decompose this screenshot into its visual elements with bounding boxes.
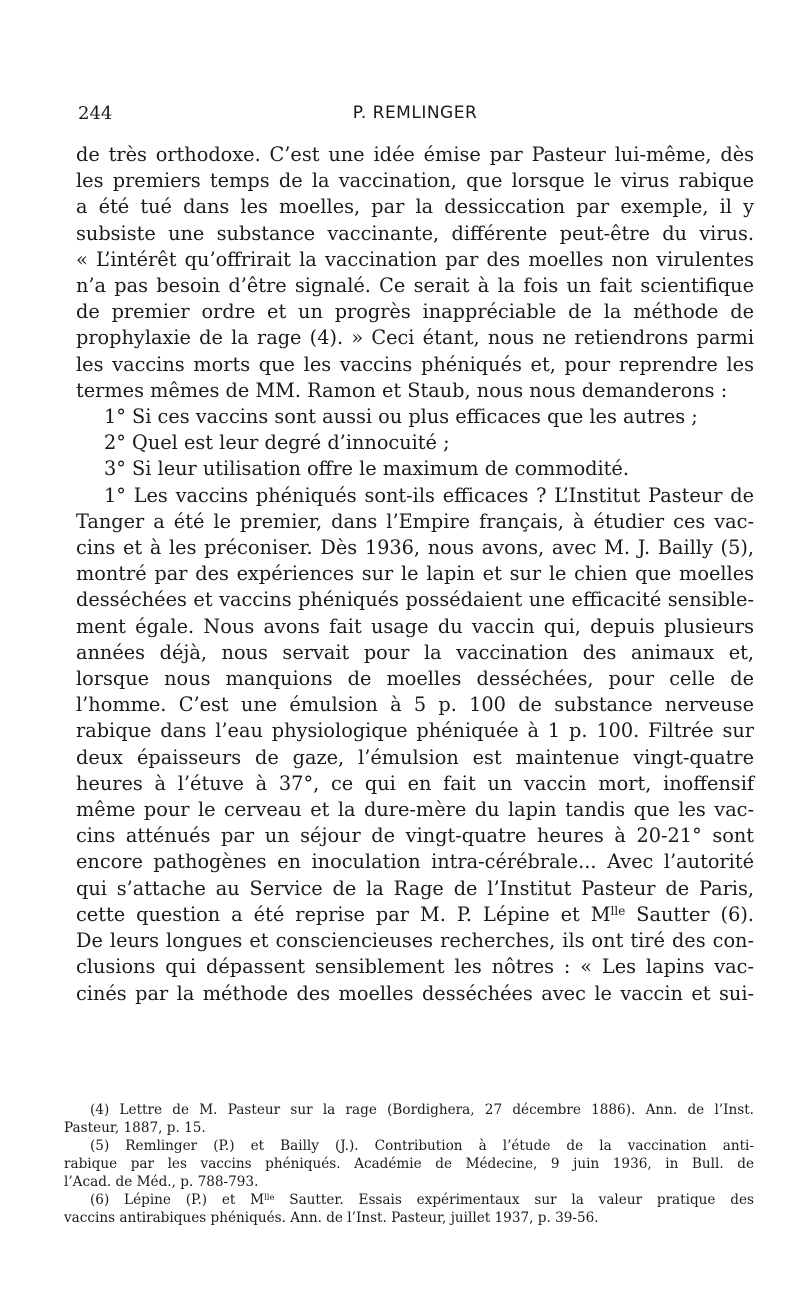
body-line-text: Sautter (6). — [625, 902, 754, 926]
body-line: cinés par la méthode des moelles desséchées avec le vaccin et sui- — [76, 981, 754, 1005]
body-line-text: cette question a été reprise par M. P. Lépine et M — [76, 902, 611, 926]
body-line: de très orthodoxe. C’est une idée émise par Pasteur lui-même, dès — [76, 143, 754, 166]
body-text — [76, 142, 754, 1007]
body-line: les premiers temps de la vaccination, que lorsque le virus rabique — [76, 169, 754, 193]
body-line: « L’intérêt qu’offrirait la vaccination par des moelles non virulentes — [76, 247, 754, 271]
body-line: ment égale. Nous avons fait usage du vaccin qui, depuis plusieurs — [76, 614, 754, 638]
body-line: subsiste une substance vaccinante, différente peut-être du virus. — [76, 221, 754, 245]
footnote-line: (5) Remlinger (P.) et Bailly (J.). Contribution à l’étude de la vaccination anti- — [90, 1138, 754, 1154]
footnote-text: Sautter. Essais expérimentaux sur la valeur pratique des — [274, 1192, 754, 1208]
body-line: a été tué dans les moelles, par la dessiccation par exemple, il y — [76, 195, 754, 219]
body-line: 1° Les vaccins phéniqués sont-ils efficaces ? L’Institut Pasteur de — [104, 483, 754, 507]
running-head — [78, 103, 752, 127]
list-item: 2° Quel est leur degré d’innocuité ; — [104, 431, 450, 455]
superscript: lle — [610, 903, 626, 918]
body-line: qui s’attache au Service de la Rage de l’Institut Pasteur de Paris, — [76, 876, 754, 900]
body-line: prophylaxie de la rage (4). » Ceci étant, nous ne retiendrons parmi — [76, 326, 754, 350]
body-line: deux épaisseurs de gaze, l’émulsion est maintenue vingt-quatre — [76, 745, 754, 769]
body-line: heures à l’étuve à 37°, ce qui en fait un vaccin mort, inoffensif — [76, 771, 754, 795]
page-number: 244 — [78, 103, 113, 124]
footnote-line: Pasteur, 1887, p. 15. — [64, 1120, 206, 1136]
body-line: lorsque nous manquions de moelles desséchées, pour celle de — [76, 667, 754, 691]
body-line: termes mêmes de MM. Ramon et Staub, nous nous demanderons : — [76, 378, 728, 402]
list-item: 3° Si leur utilisation offre le maximum de commodité. — [104, 457, 629, 481]
list-item: 1° Si ces vaccins sont aussi ou plus efficaces que les autres ; — [104, 405, 698, 429]
body-line: desséchées et vaccins phéniqués possédaient une efficacité sensible- — [76, 588, 754, 612]
body-line: rabique dans l’eau physiologique phéniquée à 1 p. 100. Filtrée sur — [76, 719, 754, 743]
body-line: les vaccins morts que les vaccins phéniqués et, pour reprendre les — [76, 352, 754, 376]
superscript: lle — [264, 1191, 275, 1202]
body-line — [76, 902, 754, 928]
footnote-line: rabique par les vaccins phéniqués. Académie de Médecine, 9 juin 1936, in Bull. de — [64, 1156, 754, 1172]
footnote-line: vaccins antirabiques phéniqués. Ann. de l’Inst. Pasteur, juillet 1937, p. 39-56. — [64, 1210, 599, 1226]
body-line: n’a pas besoin d’être signalé. Ce serait à la fois un fait scientifique — [76, 274, 754, 298]
body-line: l’homme. C’est une émulsion à 5 p. 100 de substance nerveuse — [76, 693, 754, 717]
running-title: P. REMLINGER — [352, 103, 478, 123]
body-line: même pour le cerveau et la dure-mère du lapin tandis que les vac- — [76, 798, 754, 822]
body-line: montré par des expériences sur le lapin et sur le chien que moelles — [76, 562, 754, 586]
body-line: années déjà, nous servait pour la vaccination des animaux et, — [76, 640, 754, 664]
footnote-line — [64, 1191, 754, 1209]
footnotes — [64, 1101, 754, 1227]
body-line: encore pathogènes en inoculation intra-cérébrale... Avec l’autorité — [76, 850, 754, 874]
body-line: Tanger a été le premier, dans l’Empire français, à étudier ces vac- — [76, 509, 754, 533]
footnote-line: l’Acad. de Méd., p. 788-793. — [64, 1174, 259, 1190]
footnote-line: (4) Lettre de M. Pasteur sur la rage (Bordighera, 27 décembre 1886). Ann. de l’Inst. — [90, 1102, 754, 1118]
body-line: cins et à les préconiser. Dès 1936, nous avons, avec M. J. Bailly (5), — [76, 536, 754, 560]
body-line: cins atténués par un séjour de vingt-quatre heures à 20-21° sont — [76, 824, 754, 848]
footnote-text: (6) Lépine (P.) et M — [90, 1192, 265, 1208]
body-line: De leurs longues et consciencieuses recherches, ils ont tiré des con- — [76, 929, 754, 953]
body-line: clusions qui dépassent sensiblement les nôtres : « Les lapins vac- — [76, 955, 754, 979]
body-line: de premier ordre et un progrès inappréciable de la méthode de — [76, 300, 754, 324]
